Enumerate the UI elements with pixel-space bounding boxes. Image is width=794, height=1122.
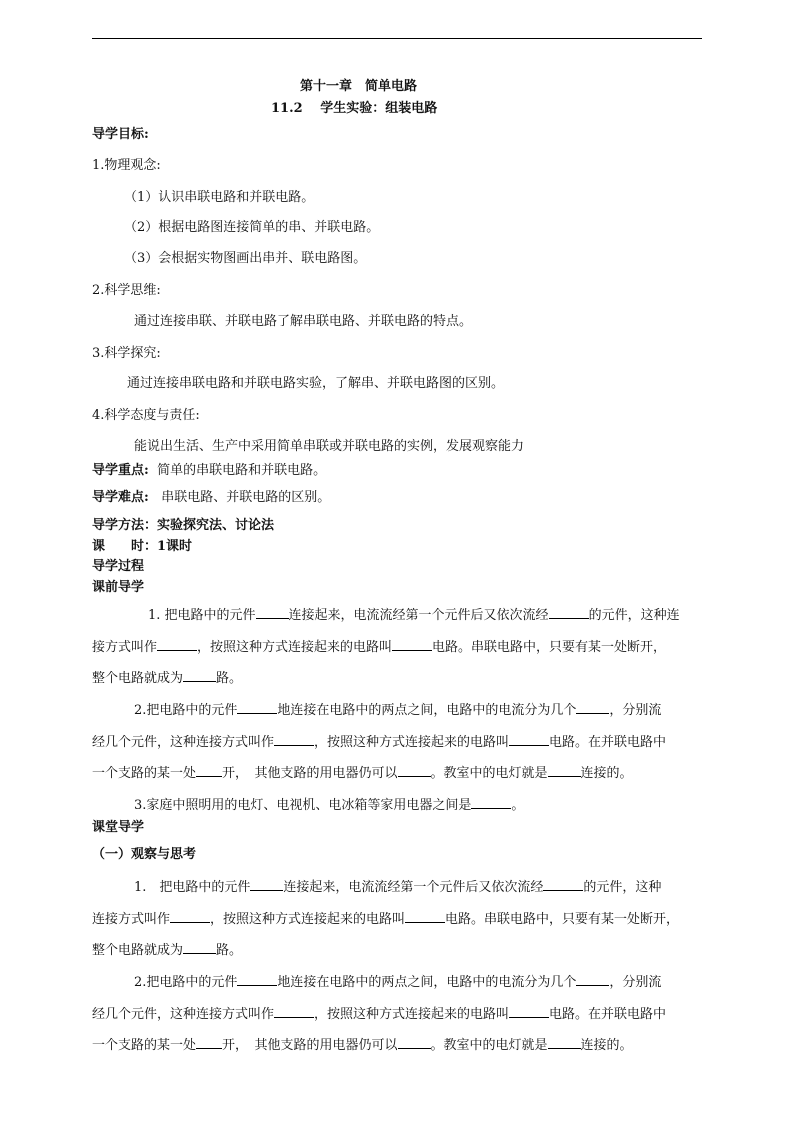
blank [237, 701, 277, 714]
text-segment: 路。 [216, 671, 243, 686]
class-item-1-line-3 [92, 941, 242, 959]
class-item-2-line-2 [92, 1005, 666, 1023]
goals-heading: 导学目标: [92, 127, 149, 142]
goal-1b: （2）根据电路图连接简单的串、并联电路。 [124, 220, 380, 235]
blank [509, 733, 549, 746]
blank [237, 973, 277, 986]
section-title: 11.2 学生实验：组装电路 [271, 101, 438, 116]
text-segment: 一个支路的某一处 [92, 1038, 197, 1053]
header-rule [92, 38, 702, 39]
blank [471, 796, 511, 809]
text-segment: 电路。在并联电路中 [549, 1007, 667, 1022]
blank [256, 606, 289, 619]
text-segment: ，按照这种方式连接起来的电路叫 [197, 640, 393, 655]
goal-4a: 能说出生活、生产中采用简单串联或并联电路的实例，发展观察能力 [134, 439, 525, 454]
text-segment: 的元件，这种 [583, 880, 662, 895]
blank [170, 910, 210, 923]
blank [398, 1036, 431, 1049]
text-segment: 地连接在电路中的两点之间，电路中的电流分为几个 [277, 975, 577, 990]
text-segment: 2.把电路中的元件 [134, 703, 238, 718]
goal-4: 4.科学态度与责任: [92, 408, 200, 423]
text-segment: 经几个元件，这种连接方式叫作 [92, 1007, 275, 1022]
text-segment: 连接的。 [580, 766, 633, 781]
text-segment: 1. 把电路中的元件 [134, 880, 251, 895]
text-segment: 整个电路就成为 [92, 943, 184, 958]
pre-study-heading: 课前导学 [92, 580, 145, 595]
goal-1c: （3）会根据实物图画出串并、联电路图。 [124, 251, 367, 266]
period [92, 539, 192, 555]
class-item-2-line-1 [134, 973, 661, 991]
class-item-1-line-2 [92, 910, 679, 928]
blank [196, 764, 222, 777]
blank [250, 878, 283, 891]
goal-3: 3.科学探究: [92, 346, 161, 361]
blank [196, 1036, 222, 1049]
text-segment: 电路。在并联电路中 [549, 735, 667, 750]
blank [549, 606, 589, 619]
text-segment: 接方式叫作 [92, 640, 158, 655]
text-segment: ，按照这种方式连接起来的电路叫 [210, 912, 406, 927]
blank [548, 1036, 581, 1049]
text-segment: 连接的。 [580, 1038, 633, 1053]
difficulty-point [92, 490, 330, 506]
method: 导学方法：实验探究法、讨论法 [92, 518, 275, 533]
goal-1: 1.物理观念: [92, 158, 161, 173]
blank [183, 941, 216, 954]
key-point [92, 463, 326, 479]
text-segment: 。教室中的电灯就是 [430, 1038, 548, 1053]
blank [183, 669, 216, 682]
pre-item-3 [134, 796, 524, 814]
pre-item-2-line-1 [134, 701, 661, 719]
blank [543, 878, 583, 891]
goal-2a: 通过连接串联、并联电路了解串联电路、并联电路的特点。 [134, 314, 473, 329]
text-segment: ，按照这种方式连接起来的电路叫 [314, 1007, 510, 1022]
text-segment: 整个电路就成为 [92, 671, 184, 686]
text-segment: 开， 其他支路的用电器仍可以 [222, 1038, 398, 1053]
pre-item-1-line-2 [92, 638, 666, 656]
key-point-text: 简单的串联电路和并联电路。 [157, 463, 327, 478]
key-point-label: 导学重点: [92, 463, 149, 478]
blank [157, 638, 197, 651]
text-segment: 的元件，这种连 [588, 608, 680, 623]
text-segment: ，按照这种方式连接起来的电路叫 [314, 735, 510, 750]
blank [405, 910, 445, 923]
class-item-1-line-1 [134, 878, 661, 896]
blank [274, 733, 314, 746]
blank [509, 1005, 549, 1018]
text-segment: 经几个元件，这种连接方式叫作 [92, 735, 275, 750]
process-heading: 导学过程 [92, 559, 145, 574]
blank [576, 701, 609, 714]
text-segment: 开， 其他支路的用电器仍可以 [222, 766, 398, 781]
text-segment: 连接起来，电流流经第一个元件后又依次流经 [288, 608, 549, 623]
text-segment: 。教室中的电灯就是 [430, 766, 548, 781]
blank [576, 973, 609, 986]
blank [392, 638, 432, 651]
pre-item-2-line-3 [92, 764, 633, 782]
text-segment: 一个支路的某一处 [92, 766, 197, 781]
text-segment: 1. 把电路中的元件 [148, 608, 256, 623]
blank [398, 764, 431, 777]
period-label: 课 时： [92, 539, 158, 554]
text-segment: 路。 [216, 943, 243, 958]
text-segment: 连接方式叫作 [92, 912, 171, 927]
pre-item-1-line-1 [148, 606, 680, 624]
pre-item-1-line-3 [92, 669, 242, 687]
blank [548, 764, 581, 777]
text-segment: 电路。串联电路中，只要有某一处断开， [432, 640, 667, 655]
pre-item-2-line-2 [92, 733, 666, 751]
chapter-title: 第十一章 简单电路 [300, 79, 418, 94]
text-segment: 2.把电路中的元件 [134, 975, 238, 990]
text-segment: ，分别流 [609, 703, 662, 718]
class-study-heading: 课堂导学 [92, 820, 145, 835]
class-item-2-line-3 [92, 1036, 633, 1054]
text-segment: 连接起来，电流流经第一个元件后又依次流经 [283, 880, 544, 895]
difficulty-label: 导学难点: [92, 490, 149, 505]
period-value: 1课时 [157, 539, 193, 554]
text-segment: 3.家庭中照明用的电灯、电视机、电冰箱等家用电器之间是 [134, 798, 472, 813]
goal-1a: （1）认识串联电路和并联电路。 [124, 190, 315, 205]
text-segment: 电路。串联电路中，只要有某一处断开， [445, 912, 680, 927]
observe-heading: （一）观察与思考 [92, 847, 197, 862]
blank [274, 1005, 314, 1018]
text-segment: 。 [511, 798, 525, 813]
goal-2: 2.科学思维: [92, 283, 161, 298]
difficulty-text: 串联电路、并联电路的区别。 [161, 490, 331, 505]
text-segment: 地连接在电路中的两点之间，电路中的电流分为几个 [277, 703, 577, 718]
goal-3a: 通过连接串联电路和并联电路实验，了解串、并联电路图的区别。 [127, 376, 505, 391]
text-segment: ，分别流 [609, 975, 662, 990]
